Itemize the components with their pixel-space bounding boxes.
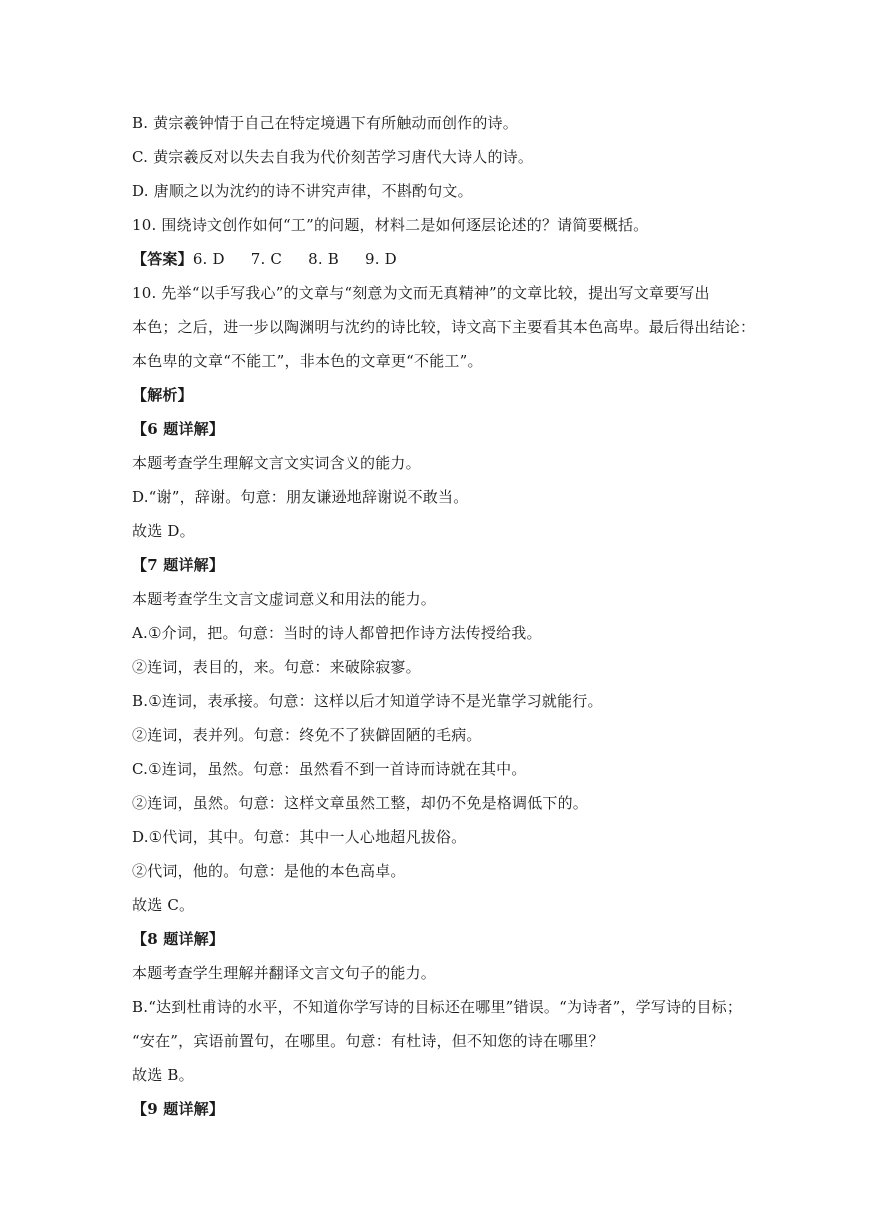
analysis-heading: 【解析】 bbox=[132, 386, 193, 404]
option-d: D. 唐顺之以为沈约的诗不讲究声律，不斟酌句文。 bbox=[132, 182, 473, 200]
answer-item: 7. C bbox=[250, 250, 283, 268]
answer-line bbox=[132, 249, 772, 269]
q7-explanation: ②连词，表目的，来。句意：来破除寂寥。 bbox=[132, 658, 421, 676]
q7-explanation: D.①代词，其中。句意：其中一人心地超凡拔俗。 bbox=[132, 828, 467, 846]
q7-explanation: ②连词，表并列。句意：终免不了狭僻固陋的毛病。 bbox=[132, 726, 482, 744]
q8-conclusion: 故选 B。 bbox=[132, 1066, 194, 1084]
answer-item: 8. B bbox=[308, 250, 339, 268]
q7-explanation: B.①连词，表承接。句意：这样以后才知道学诗不是光靠学习就能行。 bbox=[132, 692, 603, 710]
answer-10-line: 10. 先举“以手写我心”的文章与“刻意为文而无真精神”的文章比较，提出写文章要写出 bbox=[132, 284, 710, 302]
q7-explanation: ②代词，他的。句意：是他的本色高卓。 bbox=[132, 862, 406, 880]
q7-explanation: ②连词，虽然。句意：这样文章虽然工整，却仍不免是格调低下的。 bbox=[132, 794, 589, 812]
q7-heading: 【7 题详解】 bbox=[132, 556, 225, 574]
q9-heading: 【9 题详解】 bbox=[132, 1100, 225, 1118]
option-c: C. 黄宗羲反对以失去自我为代价刻苦学习唐代大诗人的诗。 bbox=[132, 148, 534, 166]
q6-conclusion: 故选 D。 bbox=[132, 522, 195, 540]
q8-explanation: “安在”，宾语前置句，在哪里。句意：有杜诗，但不知您的诗在哪里？ bbox=[132, 1032, 604, 1050]
q8-heading: 【8 题详解】 bbox=[132, 930, 225, 948]
q6-intro: 本题考查学生理解文言文实词含义的能力。 bbox=[132, 454, 421, 472]
q7-intro: 本题考查学生文言文虚词意义和用法的能力。 bbox=[132, 590, 437, 608]
answer-10-line: 本色；之后，进一步以陶渊明与沈约的诗比较，诗文高下主要看其本色高卑。最后得出结论： bbox=[132, 318, 756, 336]
option-b: B. 黄宗羲钟情于自己在特定境遇下有所触动而创作的诗。 bbox=[132, 114, 518, 132]
q6-heading: 【6 题详解】 bbox=[132, 420, 225, 438]
answer-label: 【答案】 bbox=[132, 250, 193, 268]
q8-intro: 本题考查学生理解并翻译文言文句子的能力。 bbox=[132, 964, 437, 982]
answer-10-line: 本色卑的文章“不能工”，非本色的文章更“不能工”。 bbox=[132, 352, 483, 370]
question-10: 10. 围绕诗文创作如何“工”的问题，材料二是如何逐层论述的？请简要概括。 bbox=[132, 216, 649, 234]
q7-explanation: A.①介词，把。句意：当时的诗人都曾把作诗方法传授给我。 bbox=[132, 624, 542, 642]
answer-item: 9. D bbox=[364, 250, 397, 268]
q7-explanation: C.①连词，虽然。句意：虽然看不到一首诗而诗就在其中。 bbox=[132, 760, 527, 778]
answer-item: 6. D bbox=[192, 250, 225, 268]
q6-explanation: D.“谢”，辞谢。句意：朋友谦逊地辞谢说不敢当。 bbox=[132, 488, 469, 506]
q8-explanation: B.“达到杜甫诗的水平，不知道你学写诗的目标还在哪里”错误。“为诗者”，学写诗的目标； bbox=[132, 998, 743, 1016]
q7-conclusion: 故选 C。 bbox=[132, 896, 195, 914]
